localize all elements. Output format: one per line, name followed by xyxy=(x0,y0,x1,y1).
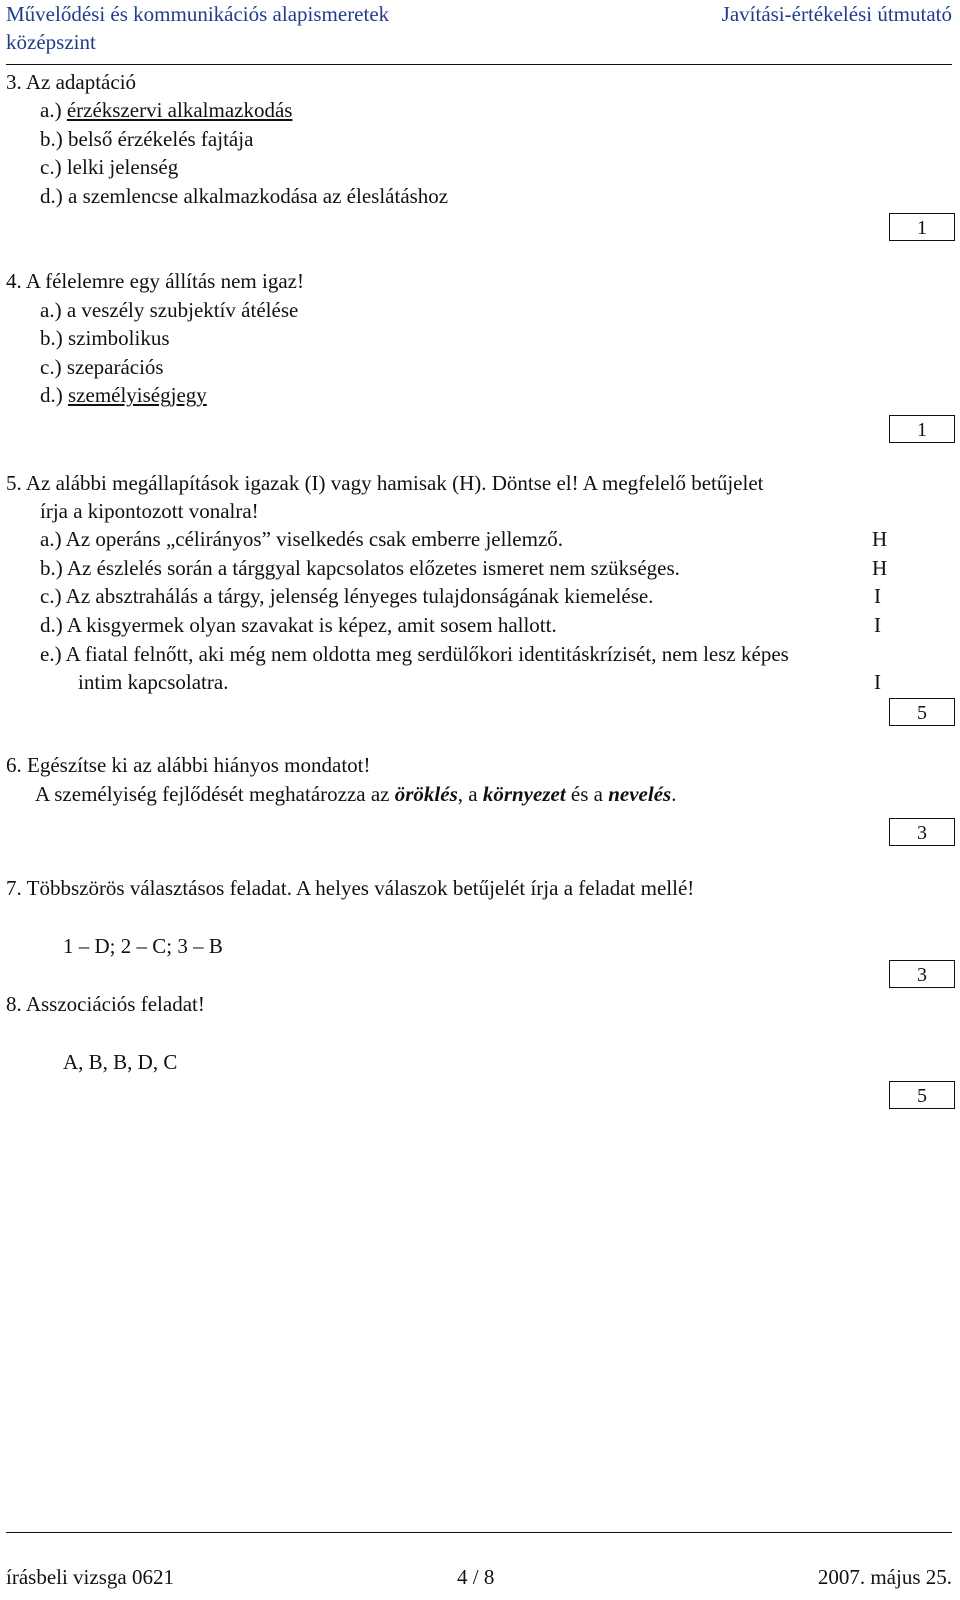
q5-item-d xyxy=(40,615,557,636)
option-text: személyiségjegy xyxy=(68,383,207,407)
item-text: A kisgyermek olyan szavakat is képez, amit sosem hallott. xyxy=(66,613,557,637)
q3-option-d xyxy=(40,186,448,207)
item-letter: b.) xyxy=(40,556,63,580)
option-letter: c.) xyxy=(40,355,62,379)
sentence-text: A személyiség fejlődését meghatározza az xyxy=(35,782,395,806)
q5-title-line2: írja a kipontozott vonalra! xyxy=(40,499,259,523)
header-level: középszint xyxy=(6,30,96,54)
sentence-text: és a xyxy=(565,782,609,806)
q8-score-box: 5 xyxy=(889,1081,955,1109)
q5-answer-a: H xyxy=(872,527,888,551)
footer-rule xyxy=(6,1532,952,1533)
q6-title: 6. Egészítse ki az alábbi hiányos mondatot! xyxy=(6,753,371,777)
q5-answer-c: I xyxy=(874,584,881,608)
sentence-text: . xyxy=(671,782,677,806)
q7-title: 7. Többszörös választásos feladat. A helyes válaszok betűjelét írja a feladat mellé! xyxy=(6,876,695,900)
option-text: szimbolikus xyxy=(68,326,170,350)
q7-score-box: 3 xyxy=(889,960,955,988)
q3-option-a xyxy=(40,100,292,121)
q5-item-e-line2: intim kapcsolatra. xyxy=(78,670,229,694)
q5-title-line1: 5. Az alábbi megállapítások igazak (I) vagy hamisak (H). Döntse el! A megfelelő betűjelet xyxy=(6,471,764,495)
option-letter: a.) xyxy=(40,298,62,322)
option-text: a szemlencse alkalmazkodása az éleslátáshoz xyxy=(68,184,449,208)
q4-option-a xyxy=(40,300,298,321)
q4-score-box: 1 xyxy=(889,415,955,443)
q4-option-b xyxy=(40,328,170,349)
answer-word-kornyezet: környezet xyxy=(482,782,566,806)
sentence-text: , a xyxy=(457,782,483,806)
q5-answer-b: H xyxy=(872,556,888,580)
option-letter: d.) xyxy=(40,383,63,407)
q8-answer: A, B, B, D, C xyxy=(63,1050,178,1074)
q4-title: 4. A félelemre egy állítás nem igaz! xyxy=(6,269,304,293)
item-text: Az absztrahálás a tárgy, jelenség lényeges tulajdonságának kiemelése. xyxy=(65,584,654,608)
header-rule xyxy=(6,64,952,65)
option-letter: d.) xyxy=(40,184,63,208)
item-letter: e.) xyxy=(40,642,62,666)
q8-title: 8. Asszociációs feladat! xyxy=(6,992,205,1016)
item-letter: c.) xyxy=(40,584,62,608)
q4-option-c xyxy=(40,357,164,378)
q3-option-c xyxy=(40,157,178,178)
q5-item-a xyxy=(40,529,563,550)
option-letter: b.) xyxy=(40,326,63,350)
q5-answer-e: I xyxy=(874,670,881,694)
option-text: szeparációs xyxy=(66,355,164,379)
q5-answer-d: I xyxy=(874,613,881,637)
footer-exam: írásbeli vizsga 0621 xyxy=(6,1565,174,1589)
item-letter: d.) xyxy=(40,613,63,637)
q5-item-c xyxy=(40,586,653,607)
option-letter: c.) xyxy=(40,155,62,179)
footer-date: 2007. május 25. xyxy=(817,1565,952,1589)
option-text: érzékszervi alkalmazkodás xyxy=(66,98,293,122)
item-letter: a.) xyxy=(40,527,62,551)
option-letter: b.) xyxy=(40,127,63,151)
footer-page: 4 / 8 xyxy=(457,1565,495,1589)
q6-score-box: 3 xyxy=(889,818,955,846)
q5-item-b xyxy=(40,558,680,579)
option-text: a veszély szubjektív átélése xyxy=(66,298,299,322)
q5-score-box: 5 xyxy=(889,698,955,726)
item-text: Az észlelés során a tárggyal kapcsolatos előzetes ismeret nem szükséges. xyxy=(66,556,680,580)
option-letter: a.) xyxy=(40,98,62,122)
item-text: Az operáns „célirányos” viselkedés csak emberre jellemző. xyxy=(65,527,564,551)
answer-word-oroklés: öröklés xyxy=(394,782,458,806)
header-doc-type: Javítási-értékelési útmutató xyxy=(721,2,952,26)
option-text: belső érzékelés fajtája xyxy=(68,127,254,151)
q3-option-b xyxy=(40,129,253,150)
q4-option-d xyxy=(40,385,207,406)
q6-sentence xyxy=(35,784,676,805)
q3-title: 3. Az adaptáció xyxy=(6,70,137,94)
q5-item-e xyxy=(40,644,789,665)
option-text: lelki jelenség xyxy=(66,155,179,179)
q7-answer: 1 – D; 2 – C; 3 – B xyxy=(63,934,223,958)
header-subject: Művelődési és kommunikációs alapismeretek xyxy=(6,2,390,26)
q3-score-box: 1 xyxy=(889,213,955,241)
item-text: A fiatal felnőtt, aki még nem oldotta meg serdülőkori identitáskrízisét, nem lesz képes xyxy=(65,642,789,666)
answer-word-neveles: nevelés xyxy=(608,782,672,806)
